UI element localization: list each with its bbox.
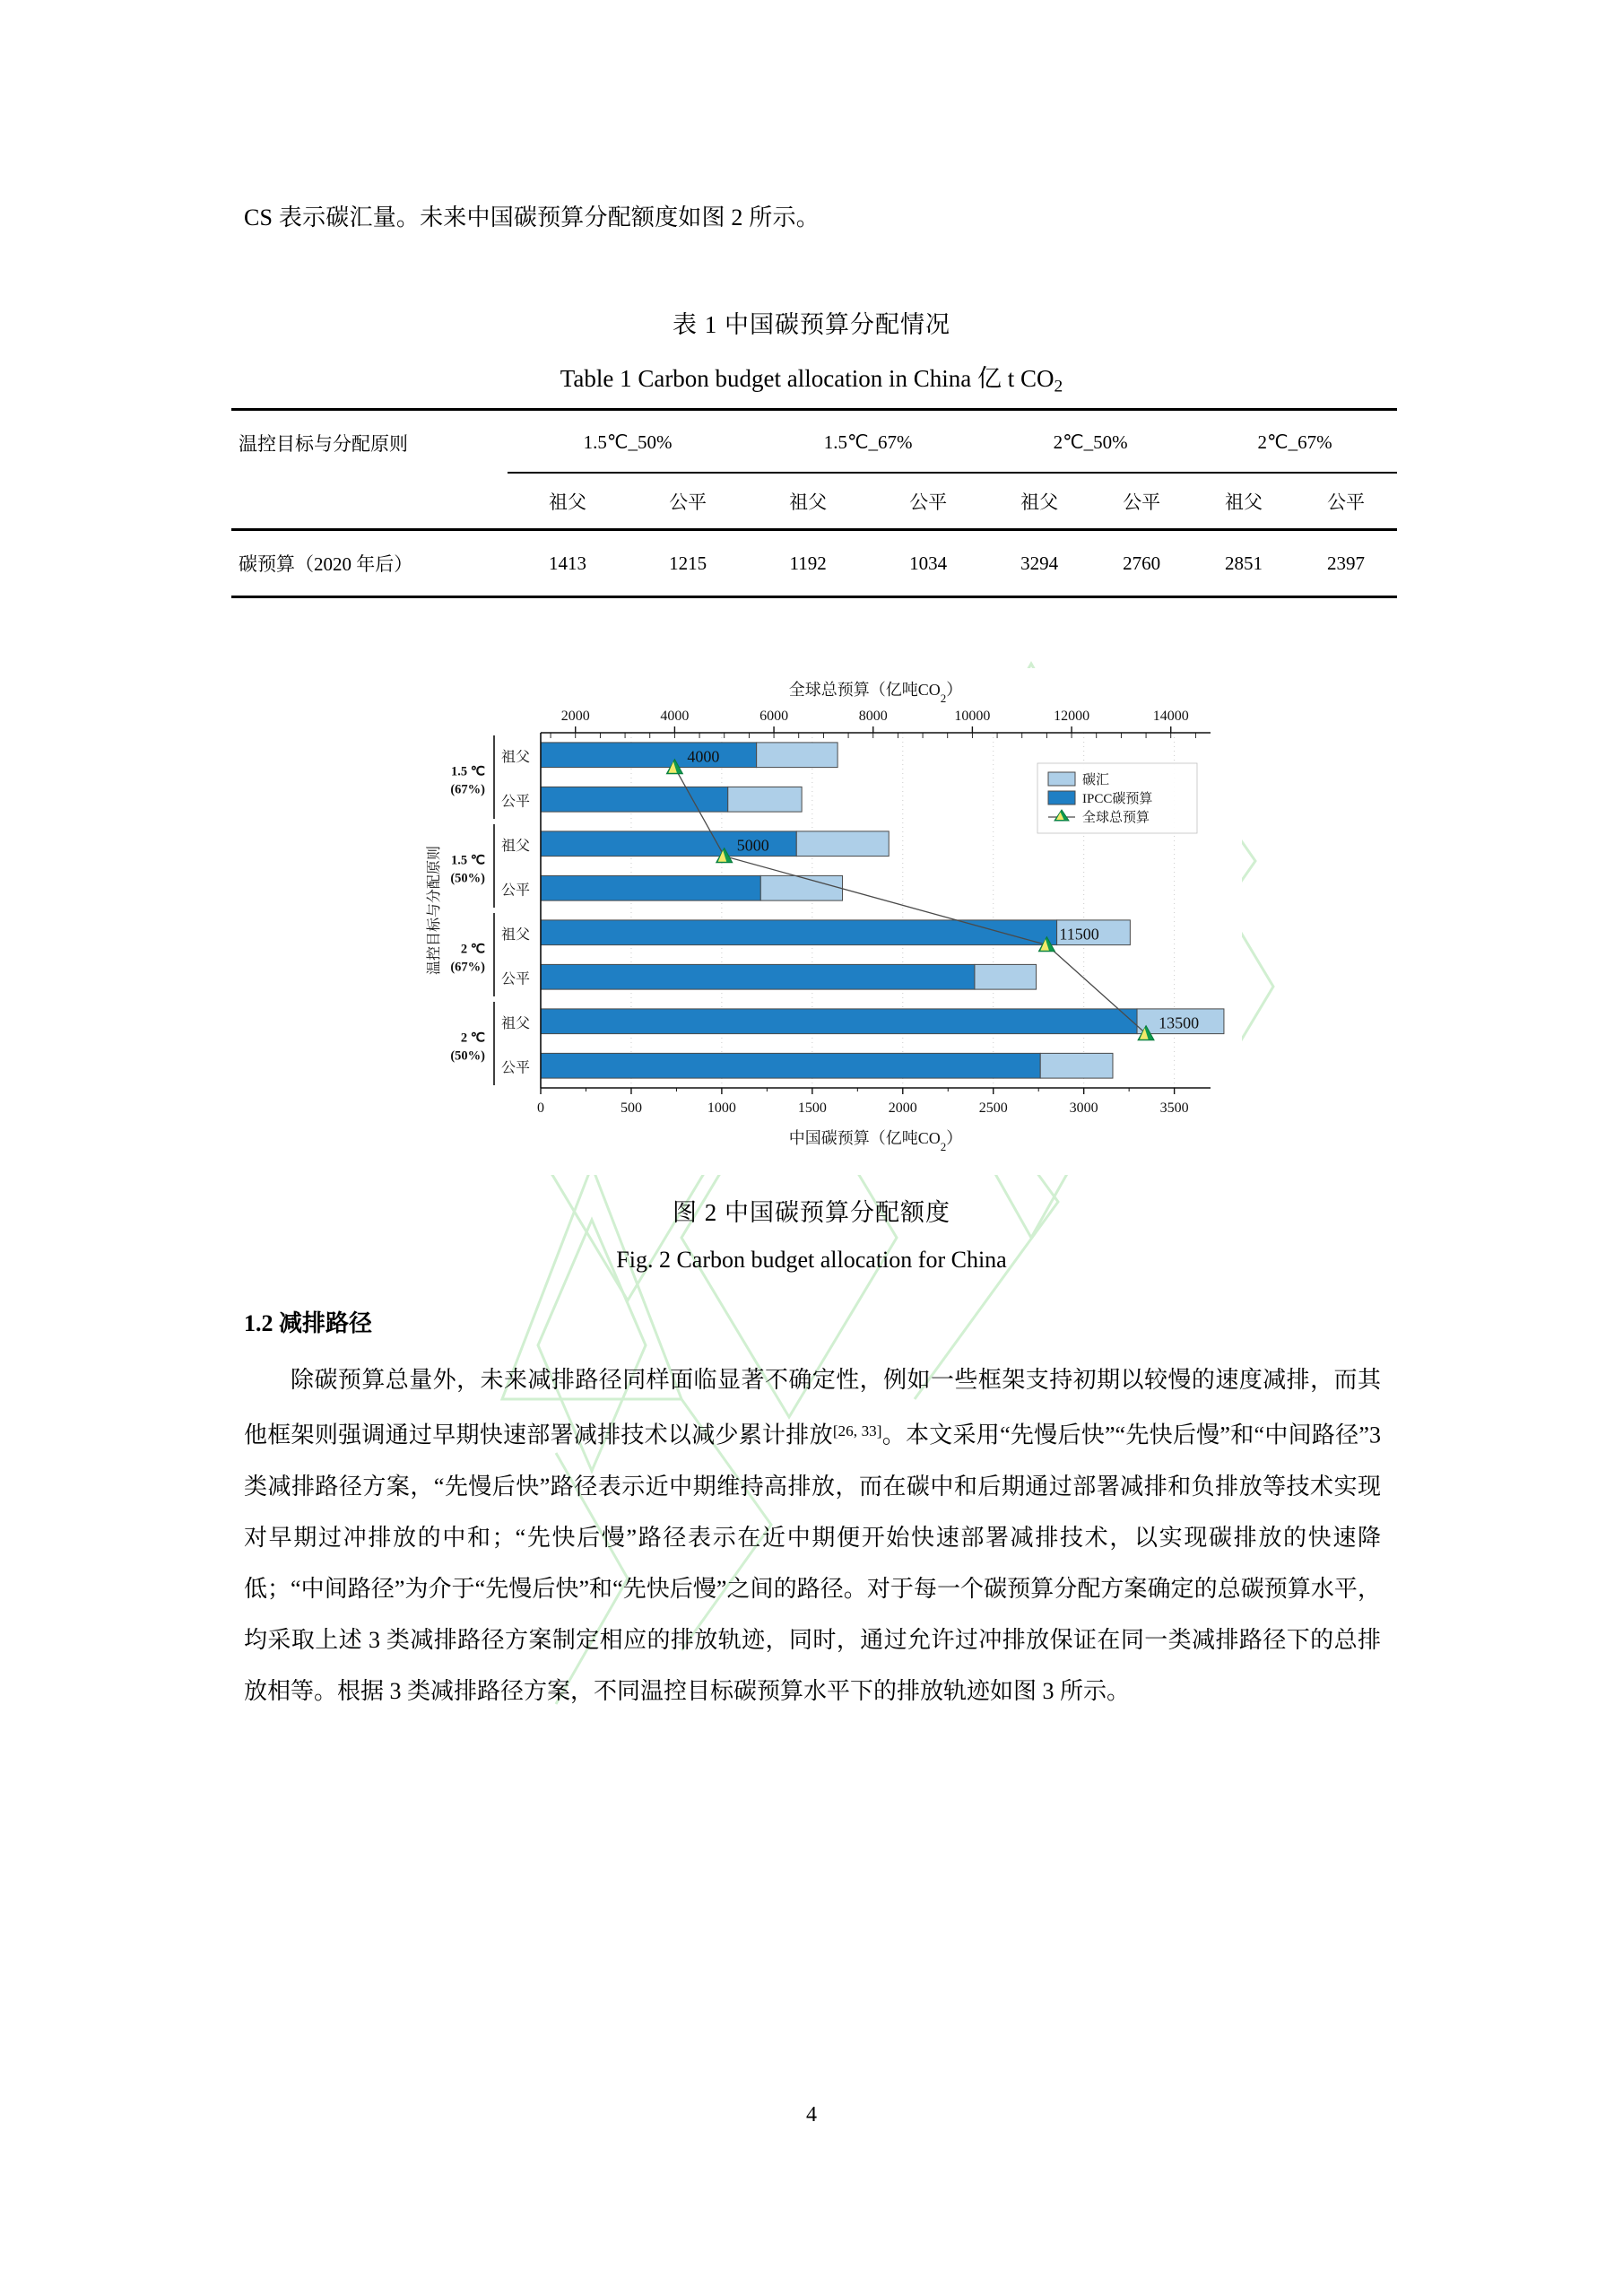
chart-ticklabel-bottom: 3000 <box>1069 1100 1098 1116</box>
carbon-budget-chart <box>408 668 1242 1175</box>
bar-segment-ipcc <box>541 875 760 900</box>
global-budget-annotation: 11500 <box>1059 925 1099 944</box>
bar-segment-sink <box>757 743 838 768</box>
principle-header-0: 祖父 <box>549 491 587 513</box>
table-title-cn: 表 1 中国碳预算分配情况 <box>673 311 950 338</box>
paragraph-part-2: 。本文采用“先慢后快”“先快后慢”和“中间路径”3 类减排路径方案，“先慢后快”路径表示近中期维持高排放，而在碳中和后期通过部署减排和负排放等技术实现对早期过冲排放的中和；“先快后慢”路径表示在近中期便开始快速部署减排技术，以实现碳排放的快速降低；“中间路径”为介于“先慢后快”和“先快后慢”之间的路径。对于每一个碳预算分配方案确定的总碳预算水平，均采取上述 3 类减排路径方案制定相应的排放轨迹，同时，通过允许过冲排放保证在同一类减排路径下的总排放相等。根据 3 类减排路径方案，不同温控目标碳预算水平下的排放轨迹如图 3 所示。 <box>244 1422 1381 1704</box>
bar-row-label: 公平 <box>500 971 530 987</box>
principle-header-4: 祖父 <box>1020 491 1059 513</box>
paragraph-part-1: 除碳预算总量外，未来减排路径同样面临显著不确定性，例如一些框架支持初期以较慢的速度减排，而其他框架则强调通过早期快速部署减排技术以减少累计排放 <box>244 1367 1381 1448</box>
scenario-header-1: 1.5℃_67% <box>823 430 913 453</box>
bar-row-label: 祖父 <box>500 749 530 765</box>
data-value-4: 3294 <box>1020 552 1059 574</box>
chart-ticklabel-top: 10000 <box>954 709 991 724</box>
chart-xlabel-top-sub: 2 <box>940 691 947 705</box>
principle-header-6: 祖父 <box>1225 491 1263 513</box>
chart-xlabel-bottom-sub: 2 <box>940 1139 947 1153</box>
scenario-header-3: 2℃_67% <box>1257 430 1332 453</box>
legend-label-global: 全球总预算 <box>1082 811 1150 825</box>
bar-row-label: 祖父 <box>500 1015 530 1031</box>
bar-segment-ipcc <box>541 1009 1137 1034</box>
chart-ticklabel-top: 8000 <box>858 709 888 724</box>
global-budget-annotation: 13500 <box>1159 1013 1200 1032</box>
chart-ticklabel-top: 12000 <box>1054 709 1090 724</box>
bar-row-label: 公平 <box>500 1060 530 1076</box>
data-value-6: 2851 <box>1225 552 1263 574</box>
group-label-probability: (67%) <box>450 960 485 975</box>
section-paragraph <box>244 1354 1381 1717</box>
data-value-2: 1192 <box>789 552 827 574</box>
page-number: 4 <box>806 2103 817 2126</box>
chart-ylabel: 温控目标与分配原则 <box>427 845 442 976</box>
chart-xlabel-bottom: 中国碳预算（亿吨$CO_2$） <box>788 1129 963 1153</box>
principle-header-7: 公平 <box>1327 491 1365 513</box>
chart-ticklabel-top: 6000 <box>759 709 789 724</box>
chart-ticklabel-bottom: 2000 <box>888 1100 917 1116</box>
legend-label-ipcc: IPCC碳预算 <box>1082 792 1153 806</box>
chart-ticklabel-bottom: 2500 <box>978 1100 1008 1116</box>
table-row <box>231 533 1397 594</box>
principle-header-3: 公平 <box>909 491 948 513</box>
chart-ticklabel-top: 4000 <box>660 709 690 724</box>
table-header-row-principles <box>231 474 1397 530</box>
chart-ticklabel-bottom: 0 <box>537 1100 544 1116</box>
group-label-temperature: 2 ℃ <box>460 942 485 957</box>
data-row-label: 碳预算（2020 年后） <box>239 553 413 575</box>
data-value-1: 1215 <box>669 552 707 574</box>
section-heading: 1.2 减排路径 <box>244 1310 373 1336</box>
chart-xlabel-bottom-close: ） <box>946 1129 963 1147</box>
data-value-3: 1034 <box>909 552 948 574</box>
figure-caption-en: Fig. 2 Carbon budget allocation for China <box>616 1247 1007 1273</box>
bar-row-label: 祖父 <box>500 926 530 943</box>
chart-ticklabel-bottom: 1500 <box>797 1100 827 1116</box>
bar-segment-ipcc <box>541 1053 1040 1078</box>
scenario-header-0: 1.5℃_50% <box>583 430 673 453</box>
table-title-en <box>0 359 1623 396</box>
group-label-probability: (50%) <box>450 871 485 886</box>
group-label-temperature: 2 ℃ <box>460 1031 485 1046</box>
legend-swatch-ipcc <box>1048 791 1075 804</box>
chart-xlabel-top: 全球总预算（亿吨$CO_2$） <box>788 681 963 705</box>
chart-ticklabel-bottom: 1000 <box>707 1100 736 1116</box>
chart-ticklabel-bottom: 3500 <box>1159 1100 1189 1116</box>
bar-segment-sink <box>975 964 1037 989</box>
bar-row-label: 祖父 <box>500 838 530 854</box>
group-label-temperature: 1.5 ℃ <box>450 764 485 779</box>
chart-xlabel-top-close: ） <box>946 681 963 699</box>
principle-header-1: 公平 <box>669 491 707 513</box>
legend-label-sink: 碳汇 <box>1082 773 1110 787</box>
data-value-5: 2760 <box>1123 552 1161 574</box>
bar-segment-sink <box>796 831 889 857</box>
table-row-header-label: 温控目标与分配原则 <box>239 432 408 455</box>
citation-reference: [26, 33] <box>832 1422 882 1439</box>
global-budget-annotation: 5000 <box>736 836 769 855</box>
chart-ticklabel-top: 14000 <box>1152 709 1189 724</box>
group-label-probability: (50%) <box>450 1048 485 1064</box>
principle-header-5: 公平 <box>1123 491 1161 513</box>
bar-segment-ipcc <box>541 787 728 812</box>
bar-segment-sink <box>1040 1053 1113 1078</box>
principle-header-2: 祖父 <box>789 491 828 513</box>
chart-ticklabel-top: 2000 <box>560 709 590 724</box>
carbon-budget-table <box>231 408 1397 598</box>
intro-paragraph: CS 表示碳汇量。未来中国碳预算分配额度如图 2 所示。 <box>244 204 820 230</box>
group-label-probability: (67%) <box>450 782 485 797</box>
data-value-0: 1413 <box>549 552 587 574</box>
table-title-en-subscript: 2 <box>1054 377 1063 396</box>
figure-caption-cn: 图 2 中国碳预算分配额度 <box>673 1199 950 1226</box>
bar-row-label: 公平 <box>500 883 530 899</box>
bar-row-label: 公平 <box>500 794 530 810</box>
bar-segment-ipcc <box>541 964 975 989</box>
legend-swatch-sink <box>1048 772 1075 786</box>
bar-segment-ipcc <box>541 920 1057 945</box>
chart-canvas <box>408 668 1242 1175</box>
bar-segment-ipcc <box>541 743 757 768</box>
chart-ticklabel-bottom: 500 <box>620 1100 642 1116</box>
scenario-header-2: 2℃_50% <box>1053 430 1128 453</box>
group-label-temperature: 1.5 ℃ <box>450 853 485 868</box>
global-budget-annotation: 4000 <box>687 747 720 766</box>
table-title-en-text: Table 1 Carbon budget allocation in China 亿 t CO <box>560 365 1055 392</box>
bar-segment-sink <box>760 875 842 900</box>
data-value-7: 2397 <box>1327 552 1365 574</box>
bar-segment-sink <box>728 787 802 812</box>
table-header-row-scenarios <box>231 413 1397 473</box>
